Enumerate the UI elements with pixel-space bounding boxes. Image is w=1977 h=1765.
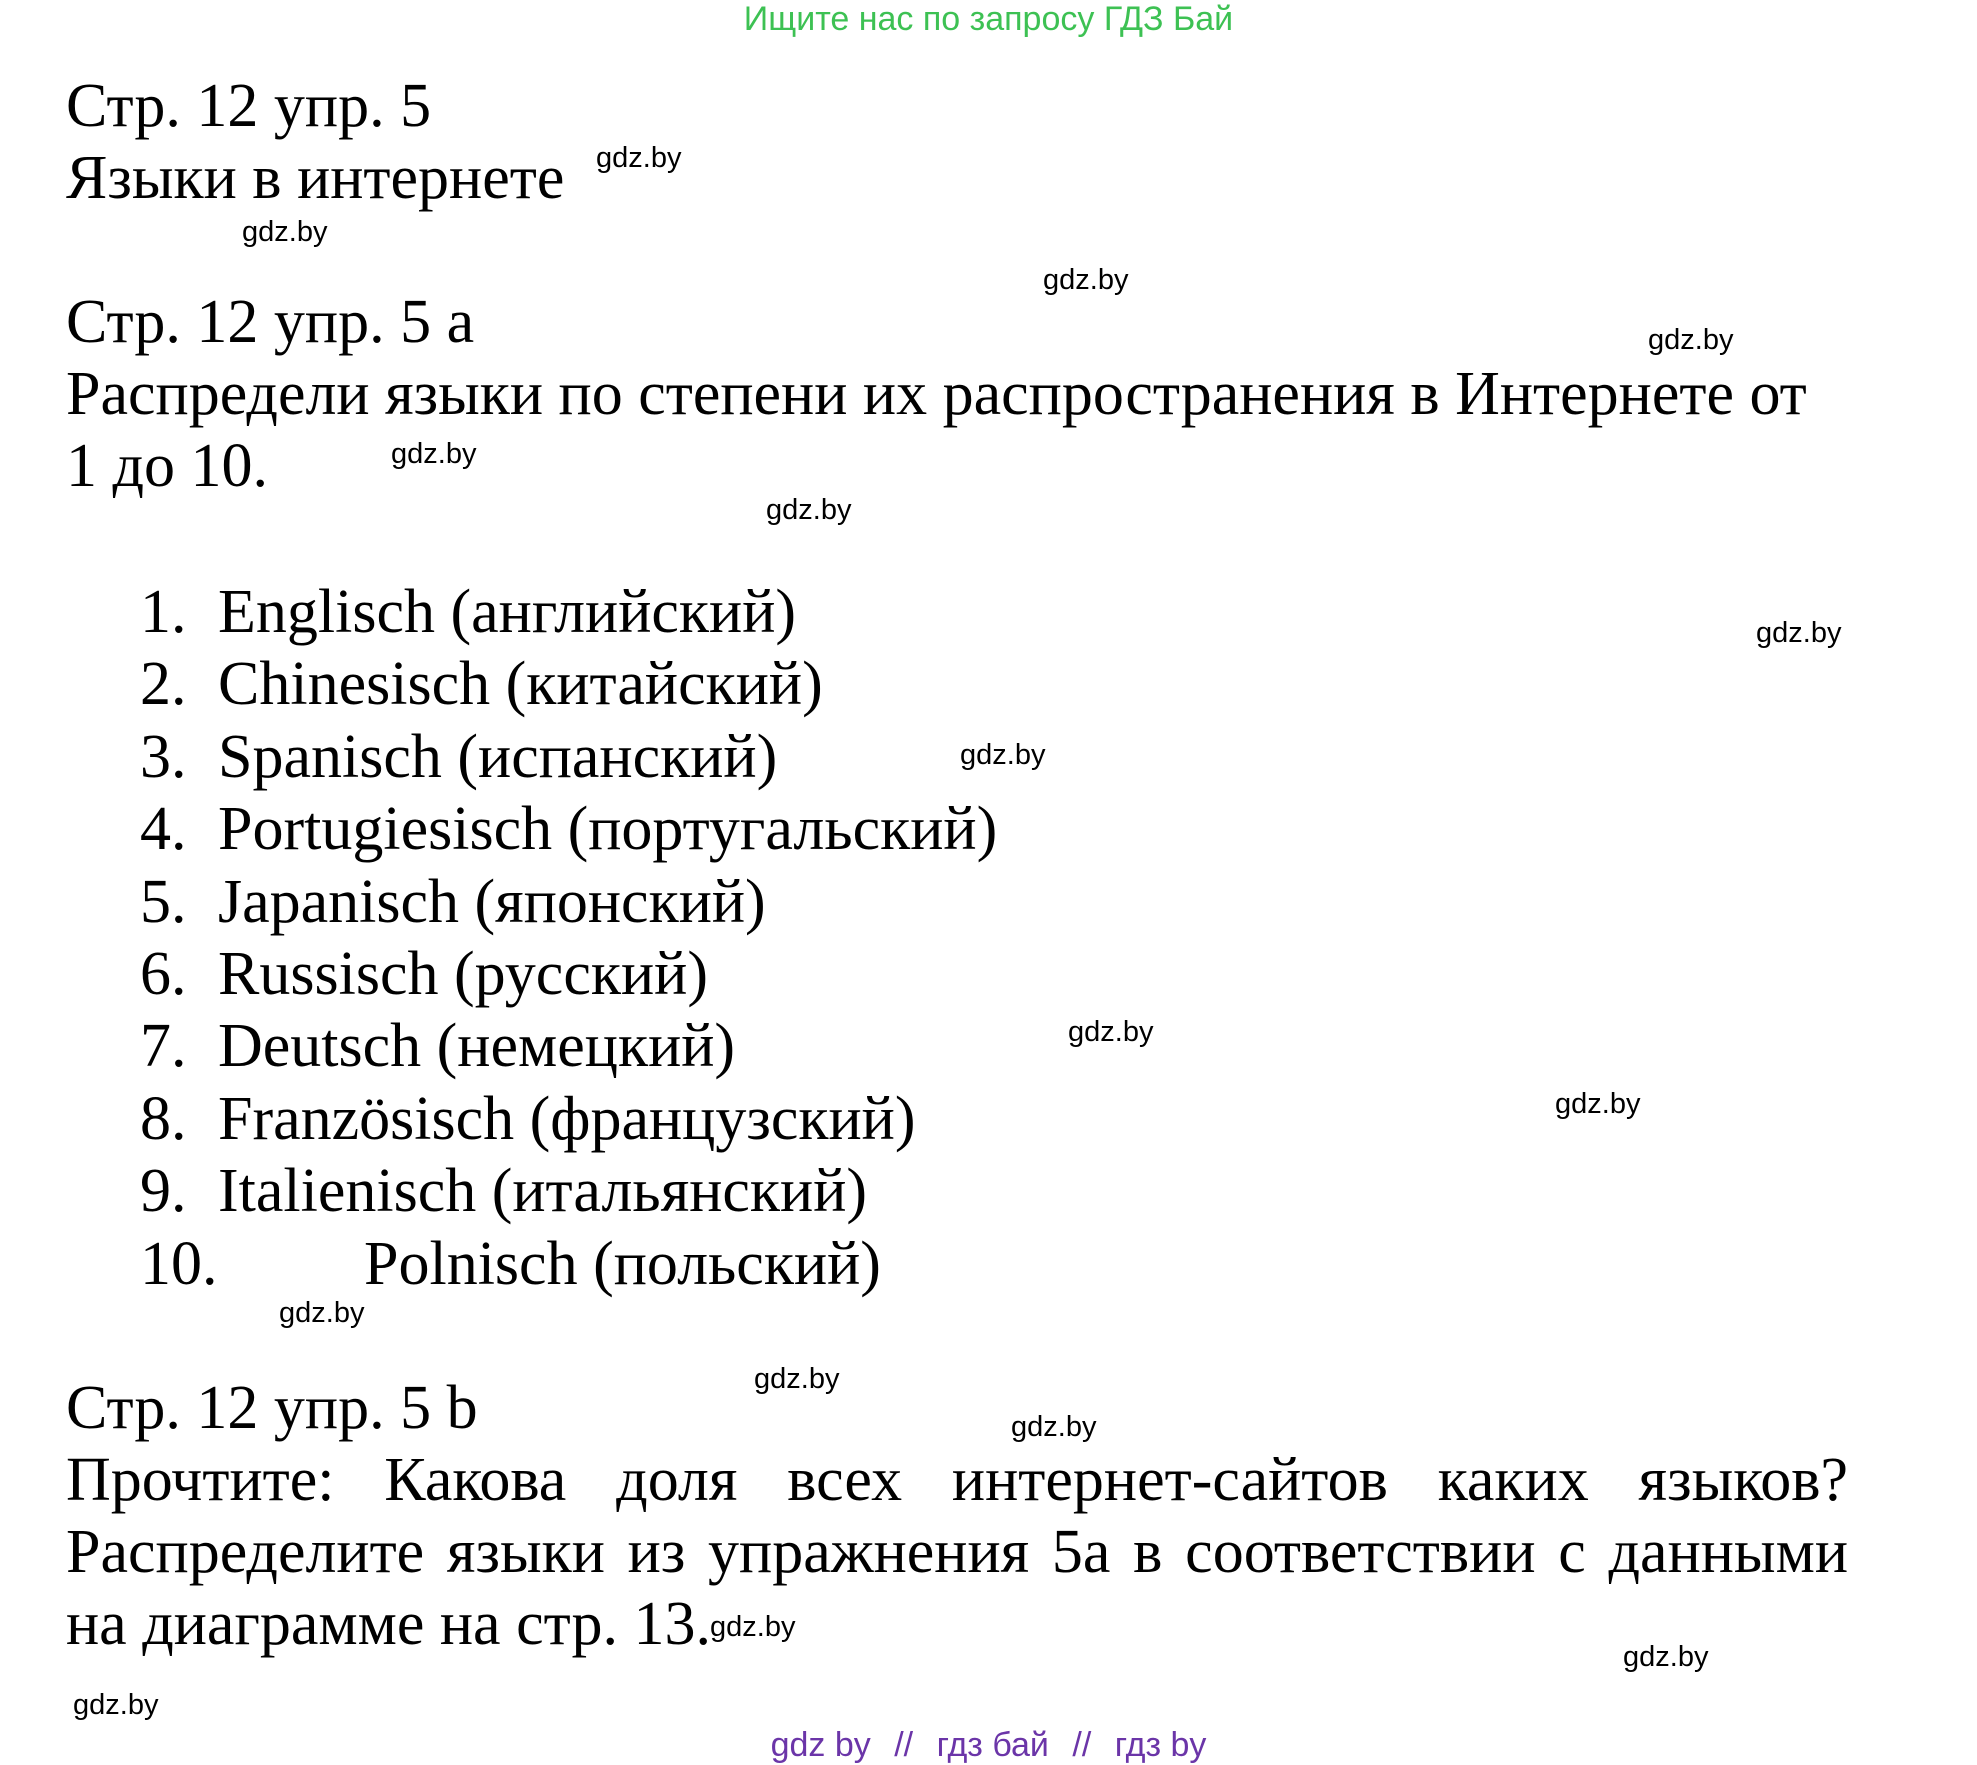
list-item-text: Chinesisch (китайский) (218, 650, 823, 719)
list-item-number: 1. (140, 578, 187, 646)
top-banner: Ищите нас по запросу ГДЗ Бай (743, 0, 1234, 38)
list-item-number: 5. (140, 867, 187, 936)
list-item-number: 8. (140, 1084, 187, 1153)
bottom-banner-link[interactable]: gdz by (770, 1726, 871, 1764)
watermark: gdz.by (766, 494, 852, 526)
list-item-text: Japanisch (японский) (218, 867, 766, 936)
section-3-task-line: Распределите языки из упражнения 5а в соответствии с данными (66, 1518, 1848, 1586)
bottom-banner-separator: // (894, 1726, 914, 1764)
bottom-banner-link[interactable]: гдз бай (936, 1726, 1049, 1764)
watermark: gdz.by (1043, 264, 1129, 296)
list-item (140, 793, 997, 865)
list-item-number: 10. (140, 1229, 218, 1298)
list-item-number: 7. (140, 1012, 187, 1081)
list-item (140, 721, 997, 793)
list-item-text: Portugiesisch (португальский) (218, 795, 998, 864)
watermark: gdz.by (1648, 324, 1734, 356)
section-1-heading: Стр. 12 упр. 5 (66, 72, 432, 140)
watermark: gdz.by (242, 216, 328, 248)
section-3-task-line: на диаграмме на стр. 13. (66, 1590, 711, 1658)
section-3-task (66, 1444, 1848, 1660)
list-item (140, 1228, 997, 1300)
list-item (140, 866, 997, 938)
watermark: gdz.by (1623, 1641, 1709, 1673)
list-item-number: 3. (140, 722, 187, 791)
watermark: gdz.by (960, 739, 1046, 771)
watermark: gdz.by (279, 1297, 365, 1329)
list-item-text: Französisch (французский) (218, 1084, 916, 1153)
language-list (140, 576, 997, 1300)
section-1-title: Языки в интернете (66, 144, 565, 212)
list-item-number: 2. (140, 650, 187, 719)
section-3-heading: Стр. 12 упр. 5 b (66, 1374, 478, 1442)
list-item-number: 6. (140, 939, 187, 1008)
section-2-heading: Стр. 12 упр. 5 а (66, 288, 475, 356)
watermark: gdz.by (596, 142, 682, 174)
list-item-text: Spanisch (испанский) (218, 722, 778, 791)
list-item-text: Italienisch (итальянский) (218, 1157, 868, 1226)
list-item-number: 9. (140, 1157, 187, 1226)
list-item (140, 648, 997, 720)
section-2-task (66, 358, 1848, 502)
list-item (140, 1083, 997, 1155)
watermark: gdz.by (1756, 617, 1842, 649)
list-item-number: 4. (140, 795, 187, 864)
watermark: gdz.by (73, 1689, 159, 1721)
list-item (140, 1010, 997, 1082)
watermark: gdz.by (1068, 1016, 1154, 1048)
list-item-text: Deutsch (немецкий) (218, 1012, 736, 1081)
bottom-banner (0, 1726, 1977, 1764)
section-3-task-line: Прочтите: Какова доля всех интернет-сайтов каких языков? (66, 1446, 1848, 1514)
watermark: gdz.by (710, 1611, 796, 1643)
list-item (140, 1155, 997, 1227)
watermark: gdz.by (1011, 1411, 1097, 1443)
watermark: gdz.by (754, 1363, 840, 1395)
watermark: gdz.by (391, 438, 477, 470)
list-item (140, 576, 997, 648)
list-item-text: Englisch (английский) (218, 578, 797, 646)
watermark: gdz.by (1555, 1088, 1641, 1120)
list-item-text: Russisch (русский) (218, 939, 708, 1008)
bottom-banner-link[interactable]: гдз by (1114, 1726, 1207, 1764)
bottom-banner-separator: // (1072, 1726, 1092, 1764)
list-item (140, 938, 997, 1010)
section-2-task-line: Распредели языки по степени их распространения в Интернете от (66, 360, 1807, 428)
section-2-task-line: 1 до 10. (66, 432, 269, 500)
list-item-text: Polnisch (польский) (364, 1229, 881, 1298)
